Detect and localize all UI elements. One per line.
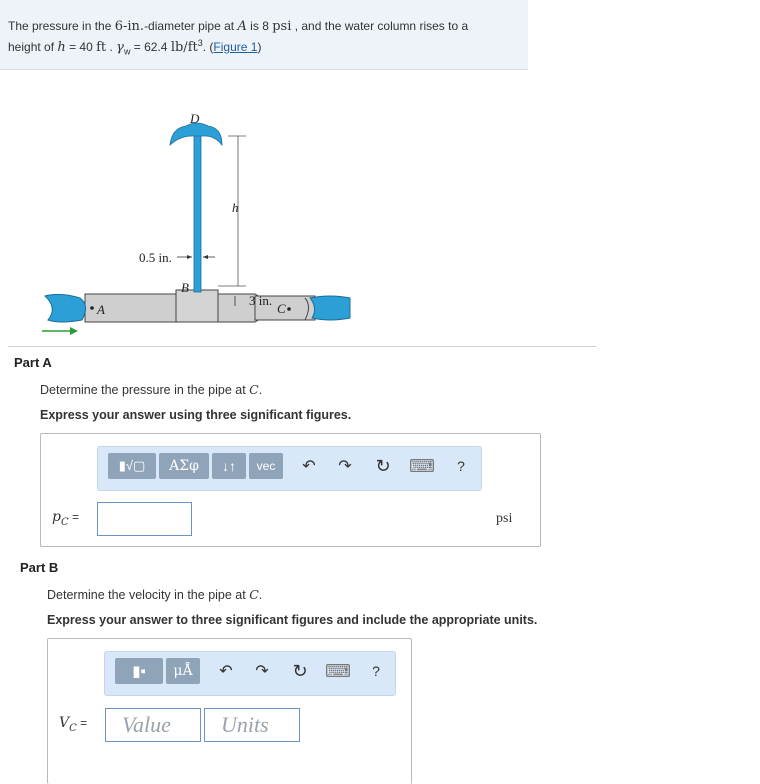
part-b-description: Determine the velocity in the pipe at C. xyxy=(47,587,263,602)
label-c: C xyxy=(277,301,286,316)
problem-line-1: The pressure in the 6-in.-diameter pipe at A is 8 psi , and the water column rises to a xyxy=(8,19,469,34)
label-b: B xyxy=(181,280,189,295)
units-input[interactable]: Units xyxy=(204,708,300,742)
pc-input[interactable] xyxy=(97,502,192,536)
problem-statement xyxy=(0,0,528,70)
water-left-end xyxy=(45,294,86,322)
part-a-instruction: Express your answer using three significant figures. xyxy=(40,408,352,422)
part-a-toolbar xyxy=(97,446,482,491)
templates-button[interactable] xyxy=(108,453,156,479)
reset-icon[interactable]: ↻ xyxy=(292,660,308,681)
templates-button[interactable] xyxy=(115,658,163,684)
templates-icon: ▮▪ xyxy=(132,663,146,680)
part-b-title: Part B xyxy=(20,560,59,575)
keyboard-icon[interactable]: ⌨ xyxy=(409,455,435,476)
help-icon[interactable]: ? xyxy=(372,663,380,679)
part-a-description: Determine the pressure in the pipe at C. xyxy=(40,382,263,397)
part-b-toolbar xyxy=(104,651,396,696)
reset-icon[interactable]: ↻ xyxy=(375,455,391,476)
water-right-end xyxy=(310,296,350,320)
arrows-icon: ↓↑ xyxy=(222,458,236,474)
psi-unit-label: psi xyxy=(496,511,513,526)
value-input[interactable]: Value xyxy=(105,708,201,742)
part-a-title: Part A xyxy=(14,355,52,370)
label-0-5-in: 0.5 in. xyxy=(139,250,172,265)
vec-button[interactable]: vec xyxy=(249,453,283,479)
vertical-tube xyxy=(194,130,201,292)
units-button[interactable]: μÅ xyxy=(166,658,200,684)
help-icon[interactable]: ? xyxy=(457,458,465,474)
dim-05-arrowhead-left xyxy=(187,255,192,259)
part-b-answer-box xyxy=(47,638,412,784)
point-a-marker xyxy=(90,306,94,310)
figure-link[interactable]: Figure 1 xyxy=(213,40,258,54)
greek-symbols-button[interactable]: ΑΣφ xyxy=(159,453,209,479)
pc-label: $p_C$ = xyxy=(52,509,79,528)
flow-arrow-head xyxy=(70,327,78,335)
label-a: A xyxy=(97,302,105,317)
label-h: h xyxy=(232,200,239,215)
redo-icon[interactable]: ↷ xyxy=(255,663,269,680)
divider xyxy=(8,346,596,347)
dim-05-arrowhead-right xyxy=(203,255,208,259)
arrows-button[interactable] xyxy=(212,453,246,479)
label-d: D xyxy=(190,111,200,126)
part-b-instruction: Express your answer to three significant figures and include the appropriate units. xyxy=(47,613,538,627)
pipe-figure xyxy=(0,100,370,342)
problem-line-2: height of h = 40 ft . $\gamma_w = 62.4$ $lb/ft^3$. (Figure 1) xyxy=(8,38,262,57)
part-a-answer-box xyxy=(40,433,541,547)
templates-icon: ▮√▢ xyxy=(118,458,146,473)
undo-icon[interactable]: ↶ xyxy=(302,458,316,475)
label-3-in: 3 in. xyxy=(249,293,273,308)
undo-icon[interactable]: ↶ xyxy=(219,663,233,680)
pipe-diagram xyxy=(0,100,370,342)
redo-icon[interactable]: ↷ xyxy=(338,458,352,475)
point-c-marker xyxy=(287,307,291,311)
keyboard-icon[interactable]: ⌨ xyxy=(325,660,351,681)
vc-label: $V_C$ = xyxy=(59,715,88,734)
